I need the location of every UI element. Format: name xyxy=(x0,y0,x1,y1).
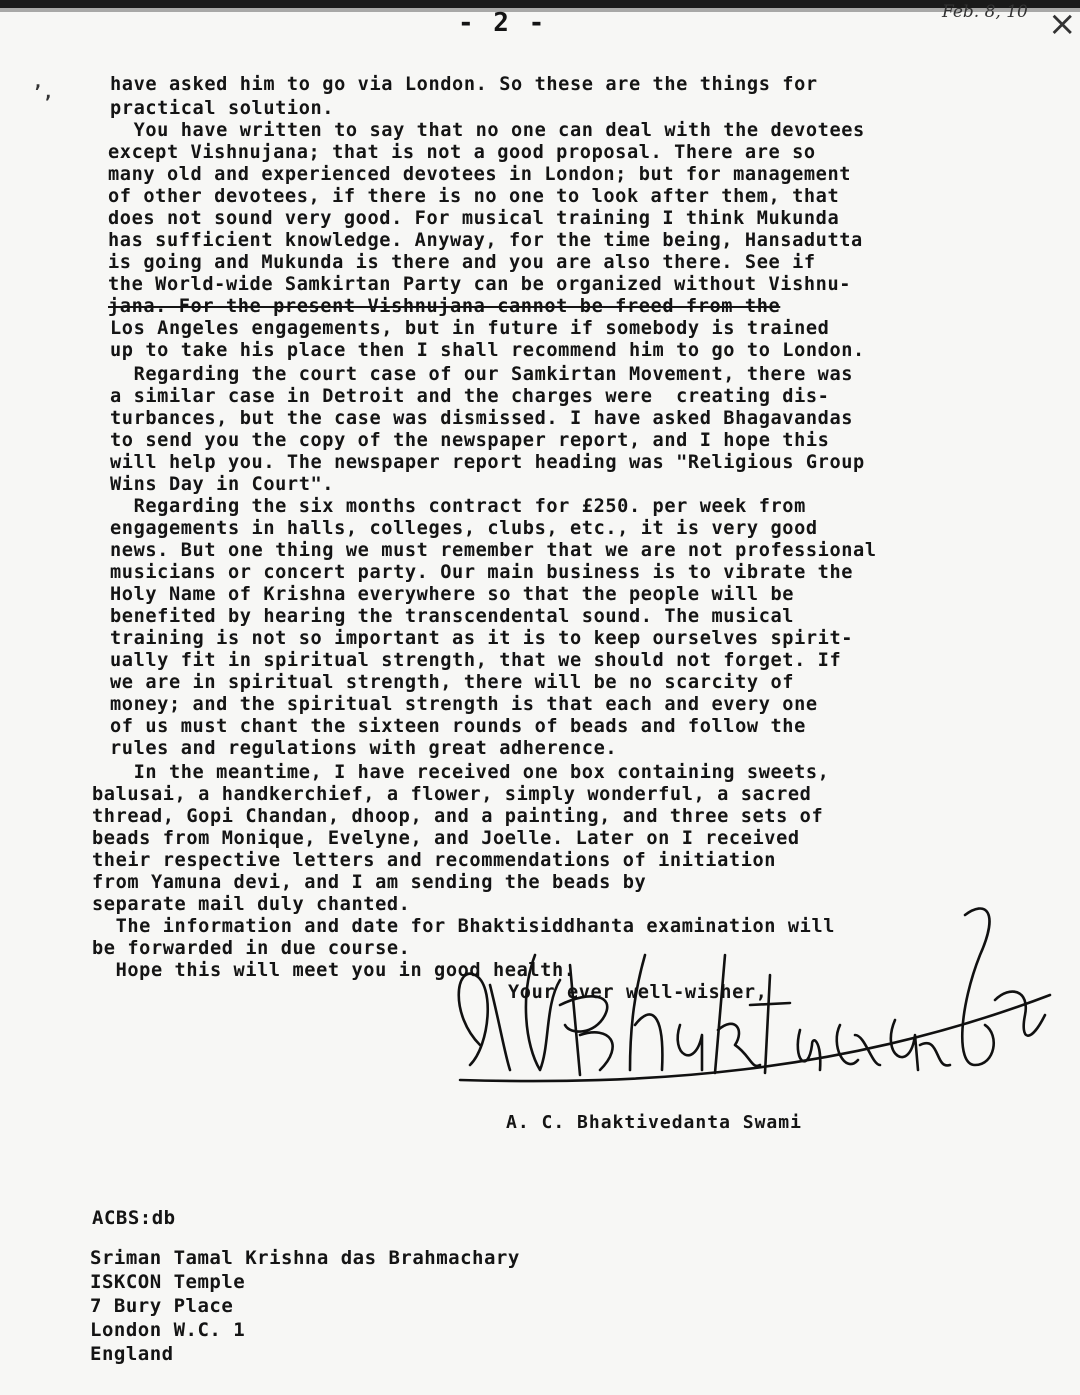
scan-top-edge xyxy=(0,0,1080,8)
body-line: separate mail duly chanted. xyxy=(92,894,411,915)
body-line: money; and the spiritual strength is that each and every one xyxy=(110,694,818,715)
body-line: musicians or concert party. Our main business is to vibrate the xyxy=(110,562,854,583)
address-line: 7 Bury Place xyxy=(90,1295,234,1317)
body-line: You have written to say that no one can deal with the devotees xyxy=(110,120,865,141)
body-line: balusai, a handkerchief, a flower, simply wonderful, a sacred xyxy=(92,784,812,805)
body-line: has sufficient knowledge. Anyway, for the time being, Hansadutta xyxy=(108,230,863,251)
body-line: Regarding the six months contract for £250. per week from xyxy=(110,496,806,517)
handwritten-x-mark: × xyxy=(1048,4,1077,44)
body-line: In the meantime, I have received one box containing sweets, xyxy=(110,762,830,783)
body-line: of other devotees, if there is no one to look after them, that xyxy=(108,186,840,207)
body-line: practical solution. xyxy=(110,98,335,119)
body-line: from Yamuna devi, and I am sending the beads by xyxy=(92,872,647,893)
handwritten-signature xyxy=(440,895,1060,1105)
body-line: be forwarded in due course. xyxy=(92,938,411,959)
body-line: beads from Monique, Evelyne, and Joelle. Later on I received xyxy=(92,828,800,849)
body-line: does not sound very good. For musical training I think Mukunda xyxy=(108,208,840,229)
body-line: Regarding the court case of our Samkirtan Movement, there was xyxy=(110,364,854,385)
address-line: London W.C. 1 xyxy=(90,1319,246,1341)
body-line: thread, Gopi Chandan, dhoop, and a painting, and three sets of xyxy=(92,806,824,827)
body-line: a similar case in Detroit and the charges were creating dis- xyxy=(110,386,830,407)
body-line: news. But one thing we must remember that we are not professional xyxy=(110,540,877,561)
body-line: Holy Name of Krishna everywhere so that the people will be xyxy=(110,584,795,605)
body-line: turbances, but the case was dismissed. I have asked Bhagavandas xyxy=(110,408,854,429)
body-line: we are in spiritual strength, there will be no scarcity of xyxy=(110,672,795,693)
address-line: ISKCON Temple xyxy=(90,1271,246,1293)
body-line: except Vishnujana; that is not a good proposal. There are so xyxy=(108,142,816,163)
page-number: - 2 - xyxy=(458,8,547,38)
handwritten-date: Feb. 8, 10 xyxy=(942,2,1028,22)
body-line: will help you. The newspaper report heading was "Religious Group xyxy=(110,452,865,473)
body-line: Wins Day in Court". xyxy=(110,474,335,495)
body-line: Los Angeles engagements, but in future if somebody is trained xyxy=(110,318,830,339)
body-line: up to take his place then I shall recommend him to go to London. xyxy=(110,340,865,361)
body-line: Hope this will meet you in good health. xyxy=(92,960,576,981)
reference-initials: ACBS:db xyxy=(92,1207,176,1229)
typed-signature-name: A. C. Bhaktivedanta Swami xyxy=(506,1112,802,1133)
body-line: their respective letters and recommendations of initiation xyxy=(92,850,777,871)
body-line: have asked him to go via London. So these are the things for xyxy=(110,74,818,95)
body-line: engagements in halls, colleges, clubs, etc., it is very good xyxy=(110,518,818,539)
body-line-struck: jana. For the present Vishnujana cannot be freed from the xyxy=(108,296,781,317)
address-line: Sriman Tamal Krishna das Brahmachary xyxy=(90,1247,520,1269)
closing-salutation: Your ever well-wisher, xyxy=(508,982,768,1003)
body-line: benefited by hearing the transcendental sound. The musical xyxy=(110,606,795,627)
body-line: many old and experienced devotees in London; but for management xyxy=(108,164,852,185)
body-line: ually fit in spiritual strength, that we should not forget. If xyxy=(110,650,842,671)
body-line: rules and regulations with great adherence. xyxy=(110,738,618,759)
body-line: to send you the copy of the newspaper report, and I hope this xyxy=(110,430,830,451)
body-line: the World-wide Samkirtan Party can be organized without Vishnu- xyxy=(108,274,852,295)
body-line: training is not so important as it is to keep ourselves spirit- xyxy=(110,628,854,649)
body-line: of us must chant the sixteen rounds of beads and follow the xyxy=(110,716,806,737)
margin-mark: ʼ, xyxy=(32,82,54,103)
address-line: England xyxy=(90,1343,174,1365)
body-line: The information and date for Bhaktisiddhanta examination will xyxy=(92,916,836,937)
body-line: is going and Mukunda is there and you are also there. See if xyxy=(108,252,816,273)
